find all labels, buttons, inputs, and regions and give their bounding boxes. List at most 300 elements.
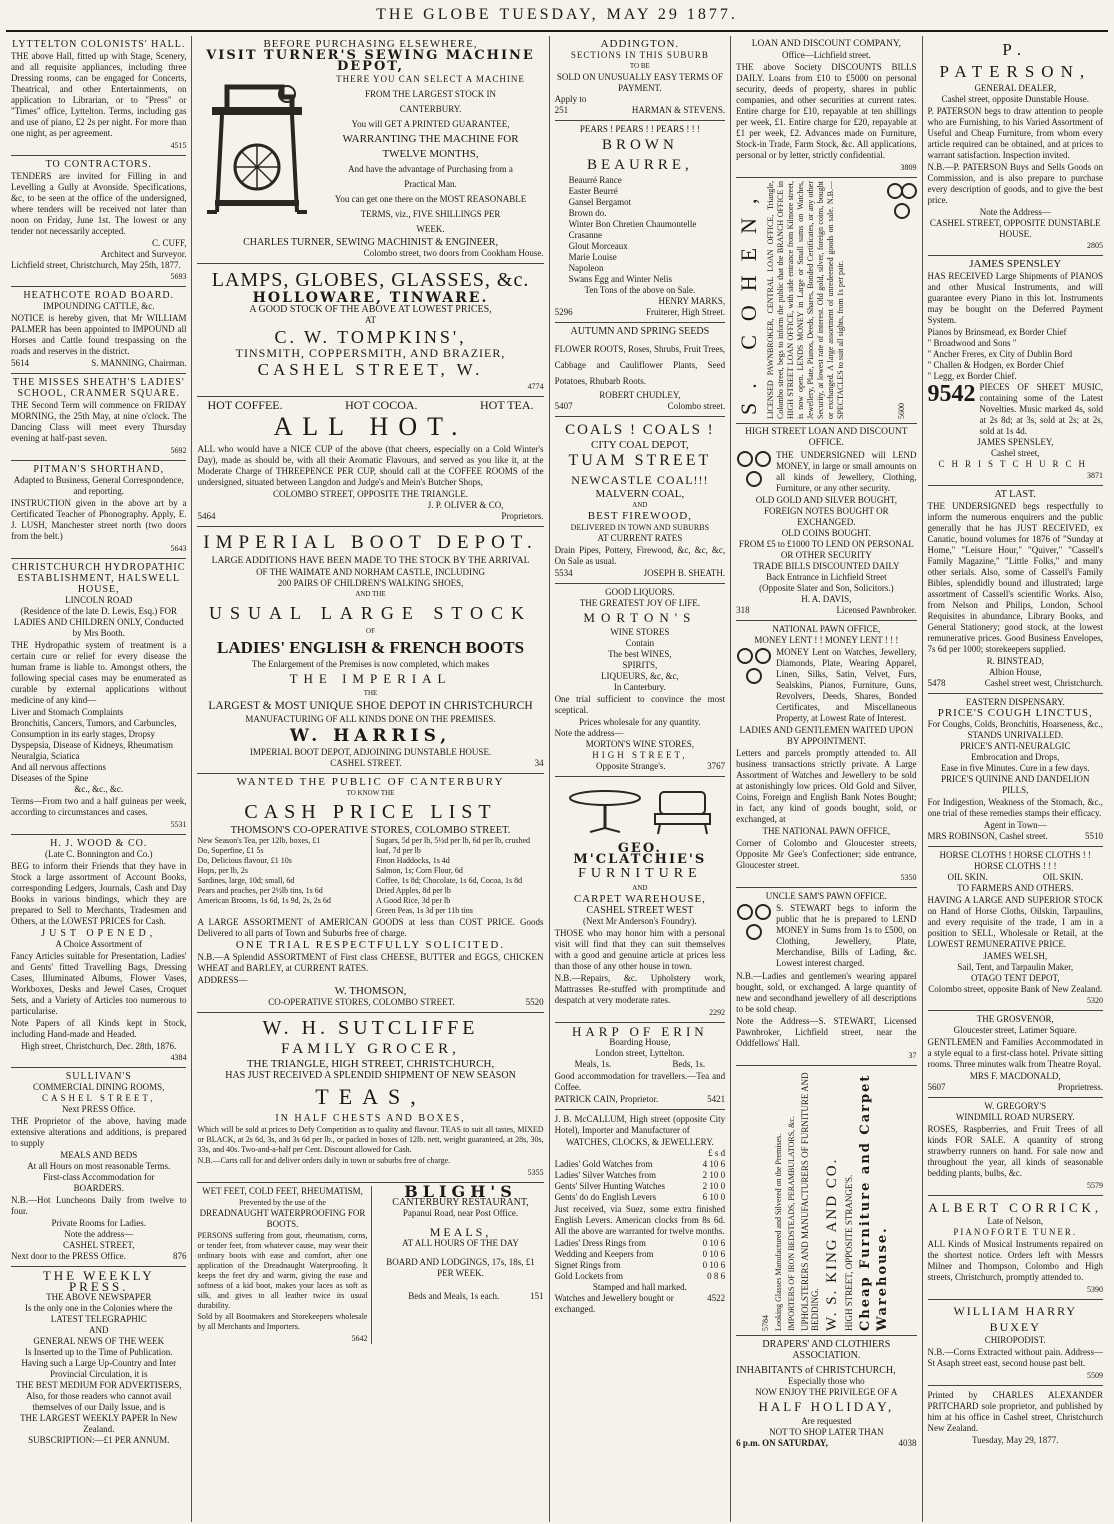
price-item: Finon Haddocks, 1s 4d: [376, 856, 450, 865]
ad-title: THE WEEKLY PRESS.: [42, 1268, 155, 1294]
ad-signature: JAMES WELSH,: [983, 951, 1048, 961]
ad-number: 251: [554, 105, 569, 115]
issue-day: TUESDAY,: [499, 6, 599, 23]
ad-line: Are requested: [801, 1416, 852, 1426]
ad-number: 4774: [527, 382, 544, 391]
ad-line: OF: [366, 627, 375, 635]
price-item: Hops, per lb, 2s: [197, 866, 248, 875]
ad-title: S. COHEN,: [736, 184, 762, 416]
ad-spensley: [928, 256, 1103, 486]
price-label: Ladies' Gold Watches from: [554, 1159, 653, 1169]
ad-number: 5407: [554, 401, 573, 411]
ad-line: IMPERIAL BOOT DEPOT, ADJOINING DUNSTABLE HOUSE.: [249, 747, 492, 757]
ad-signature: MRS F. MACDONALD,: [969, 1071, 1061, 1081]
ad-pitman: [11, 461, 186, 559]
ad-signature: JOSEPH B. SHEATH.: [643, 568, 726, 578]
ad-line: Next door to the PRESS Office.: [11, 1251, 126, 1261]
imprint-date: Tuesday, May 29, 1877.: [971, 1435, 1059, 1445]
ad-body: THE UNDERSIGNED begs respectfully to inform the numerous enquirers and the public generally that he has JUST RECEIVED, ex Canatic, bound volumes for 1876 of "Sunday at Home," "Leisure Hour," "Quiver," "Cassell's Family Magazine," "Little Folks," and many other serials. Also, some of Cassell's Family Bibles, splendidly bound and illustrated; large assortment of Cassell's scientific Works. Also, from Nelson and Philips, London, School Requisites in abundance, Library Books, and General Stationery; good stock, at the lowest remunerative prices. Good Business Envelopes, 7s 6d per 1000; storekeepers supplied.: [927, 501, 1104, 654]
ad-pears: [555, 121, 726, 323]
ad-number: 5531: [170, 820, 187, 829]
ad-number: 5464: [197, 511, 216, 521]
ad-line: IN HALF CHESTS AND BOXES,: [275, 1113, 466, 1124]
ad-line: TUAM STREET: [568, 452, 712, 469]
price-item: American Brooms, 1s 6d, 1s 9d, 2s, 2s 6d: [197, 896, 331, 905]
ad-line: TEAS,: [315, 1084, 426, 1109]
ad-address: Colombo street, two doors from Cookham House.: [363, 248, 544, 258]
hot-item: HOT COFFEE.: [207, 398, 283, 412]
price-row: [555, 1238, 726, 1249]
hot-bar: [197, 400, 543, 411]
ad-title: CHRISTCHURCH HYDROPATHIC ESTABLISHMENT, HALSWELL HOUSE,: [12, 562, 186, 595]
ad-line: TO BE: [629, 62, 650, 70]
ad-line: HALF HOLIDAY,: [758, 1399, 895, 1414]
ad-note: N.B.—P. PATERSON Buys and Sells Goods on Commission, and is also prepare to purchase every description of goods, and to give the best price.: [927, 162, 1104, 205]
ad-seeds: [555, 323, 726, 417]
ad-role: Sail, Tent, and Tarpaulin Maker,: [957, 962, 1074, 972]
list-item: Marie Louise: [568, 252, 617, 262]
ad-number: 5614: [11, 358, 29, 368]
price-header: £ s d: [708, 1148, 726, 1158]
price-row: [555, 1170, 726, 1181]
ad-row-bottom: [197, 1183, 543, 1344]
ad-line: THE LARGEST WEEKLY PAPER In New Zealand.: [20, 1413, 178, 1434]
ad-signature: J. P. OLIVER & CO,: [427, 500, 504, 510]
ad-line: Looking Glasses Manufactured and Silvered on the Premises.: [774, 1133, 784, 1331]
ad-line: TO KNOW THE: [346, 789, 395, 797]
ad-number: 5642: [351, 1334, 368, 1343]
list-item: Neuralgia, Sciatica: [11, 751, 80, 761]
ad-line: SECTIONS IN THIS SUBURB: [570, 50, 709, 60]
list-item: Brown do.: [568, 208, 607, 218]
ad-addington: [555, 36, 726, 121]
ad-name: W. HARRIS,: [289, 726, 452, 746]
ad-line: Meals, 1s.: [574, 1059, 612, 1069]
ad-drapers: [736, 1336, 916, 1453]
ad-note: (Next Mr Anderson's Foundry).: [583, 916, 697, 926]
price-value: 0 10 6: [702, 1249, 726, 1259]
ad-address: Cashel street, opposite Dunstable House.: [941, 94, 1090, 104]
ad-number: 5510: [1085, 831, 1104, 841]
ad-line: LARGE ADDITIONS HAVE BEEN MADE TO THE STOCK BY THE ARRIVAL: [211, 556, 530, 566]
ad-body: THE Proprietor of the above, having made extensive alterations and additions, is prepared to supply: [11, 1116, 187, 1148]
ad-line: INHABITANTS of CHRISTCHURCH,: [736, 1365, 896, 1376]
ad-line: OIL SKIN.: [1042, 872, 1084, 882]
ad-street: CASHEL STREET,: [41, 1093, 156, 1103]
ad-terms: Terms—From two and a half guineas per week, according to circumstances and cases.: [11, 796, 187, 817]
ad-role: Proprietors.: [501, 511, 544, 521]
ad-subtitle: Adapted to Business, General Correspondence, and reporting.: [13, 475, 184, 496]
ad-address: Albion House,: [989, 667, 1042, 677]
price-value: 0 10 6: [702, 1260, 726, 1270]
ad-line: 6 p.m. ON SATURDAY,: [736, 1438, 828, 1448]
ad-line: DELIVERED IN TOWN AND SUBURBS: [570, 523, 710, 532]
page-columns: [6, 36, 1108, 1522]
ad-title: P. PATERSON,: [939, 40, 1092, 81]
ad-number: 4384: [170, 1053, 187, 1062]
ad-line: NOW ENJOY THE PRIVILEGE OF A: [755, 1387, 898, 1397]
ad-line: IMPORTERS OF IRON BEDSTEADS, PERAMBULATORS, &c.: [787, 1116, 797, 1331]
ad-national-pawn: [736, 621, 916, 888]
ad-line: THERE YOU CAN SELECT A MACHINE: [336, 74, 525, 84]
ad-note: Note Papers of all Kinds kept in Stock, including Hand-made and Headed.: [11, 1018, 187, 1039]
ad-signature: PATRICK CAIN, Proprietor.: [554, 1094, 659, 1104]
ad-note: N.B.—Hot Luncheons Daily from twelve to four.: [11, 1195, 187, 1216]
ad-note: Just received, via Suez, some extra finished English Levers. American clocks from 8s 6d. All the above are warranted for twelve months.: [554, 1204, 726, 1236]
ad-body: GENTLEMEN and Families Accommodated in a style equal to a first-class hotel. Private sitting rooms. Three minutes walk from Theatre Royal.: [927, 1037, 1104, 1069]
price-value: 2 10 0: [702, 1170, 726, 1180]
ad-note: Sold by all Bootmakers and Storekeepers wholesale by all Merchants and Importers.: [197, 1312, 368, 1331]
ad-address: COLOMBO STREET, OPPOSITE THE TRIANGLE.: [273, 489, 469, 499]
ad-subtitle: A Choice Assortment of: [55, 939, 143, 949]
ad-line: LADIES' ENGLISH & FRENCH BOOTS: [217, 638, 525, 657]
ad-body: THE UNDERSIGNED will LEND MONEY, in large or small amounts on all kinds of Jewellery, Clothing, Furniture, or any other security.: [776, 450, 917, 493]
ad-address: HIGH STREET, OPPOSITE STRANGE'S.: [844, 1174, 855, 1331]
ad-number: 3871: [1087, 471, 1104, 480]
list-item: &c., &c., &c.: [74, 784, 124, 794]
ad-all-hot: [197, 397, 543, 527]
ad-address: CASHEL STREET.: [330, 758, 402, 768]
price-label: Signet Rings from: [554, 1260, 621, 1270]
ad-buxey: [928, 1300, 1103, 1386]
ad-title: BROWN BEAURRE,: [586, 137, 693, 173]
price-label: Ladies' Dress Rings from: [554, 1238, 646, 1248]
ad-line: MANUFACTURING OF ALL KINDS DONE ON THE PREMISES.: [245, 714, 496, 724]
ad-line: CARPET WAREHOUSE,: [573, 893, 706, 905]
ad-signature: HARMAN & STEVENS.: [631, 105, 726, 115]
ad-big-number: 9542: [927, 381, 976, 407]
ad-subtitle: FURNITURE: [578, 866, 702, 881]
ad-title: SULLIVAN'S: [65, 1071, 132, 1082]
ad-line: You can get one there on the MOST REASONABLE: [334, 194, 527, 204]
ad-title: THE MISSES SHEATH'S LADIES' SCHOOL, CRANMER SQUARE.: [12, 377, 185, 399]
ad-line: Prevented by the use of the: [239, 1198, 326, 1207]
price-row: [555, 1181, 726, 1192]
ad-number: 5478: [927, 678, 946, 688]
ad-title: H. J. WOOD & CO.: [50, 838, 148, 849]
price-value: 4 10 6: [702, 1159, 726, 1169]
ad-subtitle: Boarding House,: [609, 1037, 671, 1047]
ad-line: SUBSCRIPTION:—£1 PER ANNUM.: [28, 1435, 170, 1445]
ad-list: [928, 327, 1103, 382]
ad-body: PIECES OF SHEET MUSIC, containing some of the Latest Novelties. Music marked 4s, sold at 2s 8d; at 3s, sold at 2s; at 2s, sold at 1s 4d.: [979, 382, 1104, 436]
ad-body: PERSONS suffering from gout, rheumatism, corns, or tender feet, from whatever cause, may wear their ordinary boots with ease and comfort, after one application of the Dreadnaught Waterproofing. It keeps the feet dry and warm, giving the ease and softness of a kid boot, makes your laces as soft as silk, and gives to all leather twice its usual durability.: [197, 1231, 368, 1310]
ad-number: 318: [736, 605, 750, 615]
ad-title: AUTUMN AND SPRING SEEDS: [570, 326, 710, 337]
ad-note: N.B.—Carts call for and deliver orders daily in town or suburbs free of charge.: [197, 1156, 451, 1165]
ad-role: PIANOFORTE TUNER.: [953, 1227, 1078, 1237]
ad-line: OF THE WAIMATE AND NORHAM CASTLE, INCLUDING: [256, 567, 485, 577]
ad-line: Beds and Meals, 1s each.: [408, 1291, 500, 1301]
price-item: A Good Rice, 3d per lb: [376, 896, 451, 905]
ad-number: 3809: [900, 163, 917, 172]
ad-line: AND: [88, 1325, 109, 1335]
ad-number: 37: [908, 1051, 917, 1060]
ad-line: HORSE CLOTHS ! ! !: [974, 861, 1057, 871]
column-4: [731, 36, 922, 1522]
ad-line: TRADE BILLS DISCOUNTED DAILY: [753, 561, 900, 571]
ad-body: HAS RECEIVED Large Shipments of PIANOS and other Musical Instruments, and will guarantee every Piano in this lot. Instruments may be bought on the Deferred Payment System.: [927, 271, 1104, 325]
ad-line: HIGH STREET,: [592, 750, 688, 760]
ad-line: LARGEST & MOST UNIQUE SHOE DEPOT IN CHRISTCHURCH: [208, 700, 533, 712]
ad-line: WANTED THE PUBLIC OF CANTERBURY: [236, 776, 505, 788]
ad-body: NOTICE is hereby given, that Mr WILLIAM PALMER has been appointed to IMPOUND all Horses and Cattle found trespassing on the roads and reserves in the district.: [11, 313, 187, 356]
ad-title: HARP OF ERIN: [572, 1024, 708, 1039]
ad-dreadnaught: [197, 1186, 372, 1344]
price-list-right: [371, 836, 544, 916]
ad-at-last: [928, 486, 1103, 694]
ad-line: SPIRITS,: [622, 660, 658, 670]
ad-line: BOARD AND LODGINGS, 17s, 18s, £1 PER WEEK.: [386, 1257, 535, 1278]
ad-line: PRICE'S QUININE AND DANDELION PILLS,: [941, 774, 1090, 795]
ad-number: 5520: [525, 997, 544, 1007]
ad-line: AT CURRENT RATES: [597, 533, 683, 543]
ad-note: Next PRESS Office.: [61, 1104, 136, 1114]
ad-address: Note the Address—S. STEWART, Licensed Pawnbroker, Lichfield street, near the Oddfellows' Hall.: [736, 1016, 917, 1048]
ad-subtitle: MONEY LENT ! ! MONEY LENT ! ! !: [754, 635, 899, 645]
ad-line: LIQUEURS, &c, &c,: [600, 671, 679, 681]
ad-line: THE IMPERIAL: [289, 671, 452, 686]
ad-number: 5534: [554, 568, 573, 578]
ad-imperial-boot: [197, 527, 543, 774]
ad-title: ALBERT CORRICK,: [928, 1200, 1103, 1215]
ad-line: Beds, 1s.: [672, 1059, 706, 1069]
ad-role: Licensed Pawnbroker.: [836, 605, 917, 615]
ad-line: Stamped and hall marked.: [592, 1282, 687, 1292]
ad-number: 5784: [761, 1315, 771, 1331]
list-item: Pianos by Brinsmead, ex Border Chief: [927, 327, 1067, 337]
price-item: Pears and peaches, per 2½lb tins, 1s 6d: [197, 886, 323, 895]
ad-subtitle: WINDMILL ROAD NURSERY.: [955, 1112, 1075, 1122]
ad-body: THOSE who may honor him with a personal visit will find that they can suit themselves with a good and genuine article at prices less than those of any other house in town.: [554, 928, 726, 971]
furniture-illustration: [560, 784, 720, 839]
ad-number: 876: [172, 1251, 187, 1261]
ad-subtitle: GENERAL DEALER,: [974, 83, 1057, 93]
ad-address: CASHEL STREET,: [62, 1240, 135, 1250]
ad-line: Embrocation and Drops,: [971, 752, 1060, 762]
ad-king-furniture: [736, 1066, 916, 1336]
ad-title: CASH PRICE LIST: [244, 801, 497, 823]
ad-line: Note the Address—: [979, 207, 1051, 217]
ad-body: INSTRUCTION given in the above art by a Certificated Teacher of Phonography. Apply, E. J. LUSH, Manchester street north (two doors from the belt.): [11, 498, 187, 541]
price-list: [197, 836, 543, 916]
ad-address: Colombo street.: [667, 401, 726, 411]
ad-title: IMPERIAL BOOT DEPOT.: [203, 532, 538, 553]
ad-line: Agent in Town—: [983, 820, 1047, 830]
price-item: Green Peas, 1s 3d per 11b tins: [376, 906, 473, 915]
ad-line: TERMS, viz., FIVE SHILLINGS PER: [360, 209, 501, 219]
ad-address: Cashel street west, Christchurch.: [984, 678, 1104, 688]
ad-line: THE BEST MEDIUM FOR ADVERTISERS,: [15, 1380, 182, 1390]
ad-line: OIL SKIN.: [947, 872, 988, 882]
ad-line: MEALS,: [429, 1225, 492, 1239]
ad-line: BEFORE PURCHASING ELSEWHERE,: [263, 38, 478, 50]
ad-line: AT ALL HOURS OF THE DAY: [402, 1238, 519, 1248]
list-item: Crasanne: [568, 230, 603, 240]
sewing-machine-illustration: [197, 72, 317, 222]
ad-line: MALVERN COAL,: [595, 488, 685, 500]
ad-eastern-dispensary: [928, 694, 1103, 847]
column-3: [550, 36, 732, 1522]
ad-heathcote: [11, 287, 186, 374]
ad-title: WATCHES, CLOCKS, & JEWELLERY.: [565, 1137, 714, 1147]
ad-title: W. H. SUTCLIFFE: [262, 1017, 479, 1039]
ad-address: Fruiterer, High Street.: [646, 307, 726, 317]
ad-corrick: [928, 1196, 1103, 1300]
price-label: Wedding and Keepers from: [554, 1249, 654, 1259]
ad-note: (Residence of the late D. Lewis, Esq.) FOR LADIES AND CHILDREN ONLY, Conducted by Mrs Booth.: [13, 606, 184, 638]
ad-subtitle: FAMILY GROCER,: [281, 1041, 460, 1057]
ad-body: A LARGE ASSORTMENT of AMERICAN GOODS at less than COST PRICE. Goods Delivered to all parts of Town and Suburbs free of charge.: [197, 917, 544, 938]
ad-line: Note the address—: [554, 728, 624, 738]
ad-line: AND: [632, 501, 648, 509]
ad-title: ADDINGTON.: [600, 38, 680, 50]
price-item: Dried Apples, 8d per lb: [376, 886, 451, 895]
ad-signature: HENRY MARKS,: [658, 296, 726, 306]
ad-line: AND: [632, 884, 648, 892]
ad-number: 5643: [170, 544, 187, 553]
ad-body: S. STEWART begs to inform the public that he is prepared to LEND MONEY in Sums from 1s to £500, on Clothing, Jewellery, Plate, Merchandise, Bills of Lading, &c. Lowest interest charged.: [776, 903, 917, 968]
ad-paterson: [928, 36, 1103, 256]
ad-line: FROM THE LARGEST STOCK IN: [365, 89, 497, 99]
imprint-text: Printed by CHARLES ALEXANDER PRITCHARD sole proprietor, and published by him at his office in Cashel street, Christchurch New Zealand.: [927, 1390, 1104, 1433]
ad-body: LICENSED PAWNBROKER, CENTRAL LOAN OFFICE, Triangle, Colombo street, begs to inform the public that the BRANCH OFFICE in HIGH STREET LOAN OFFICE, with side entrance from Kilmore street, is now open. LENDS MONEY in Large or Small sums on Watches, Jewellery, Plate, Pianos, Deeds, Shares, Bonded Certificates, or any other Security, at lowest rate of interest. Old gold, silver, foreign coins, bought or exchanged. A large assortment of unredeemed goods on sale. N.B.—SPECTACLES to suit all sights, from 1s per pair.: [766, 181, 846, 419]
ad-role: Proprietress.: [1057, 1082, 1104, 1092]
ad-number: 5296: [554, 307, 573, 317]
ad-line: AT: [365, 315, 377, 325]
ad-line: AND THE: [355, 590, 386, 598]
ad-line: The Enlargement of the Premises is now completed, which makes: [251, 659, 490, 669]
ad-line: (Opposite Slater and Son, Solicitors.): [759, 583, 894, 593]
ad-line: Is the only one in the Colonies where the: [25, 1303, 173, 1313]
ad-signature: W. THOMSON,: [334, 985, 407, 997]
ad-sutcliffe: [197, 1013, 543, 1183]
ad-line: THE: [363, 689, 378, 697]
price-value: 0 8 6: [707, 1271, 726, 1281]
ad-bligh: [372, 1182, 544, 1344]
ad-address: Colombo street, opposite Bank of New Zealand.: [928, 984, 1103, 994]
ad-body: FLOWER ROOTS, Roses, Shrubs, Fruit Trees, Cabbage and Cauliflower Plants, Seed Potatoes, Rhubarb Roots.: [554, 344, 726, 386]
ad-thomson: [197, 774, 543, 1013]
ad-note: N.B.—Repairs, &c. Upholstery work, Mattrasses Re-stuffed with promptitude and despatch at very moderate rates.: [554, 973, 726, 1005]
ad-number: 5607: [927, 1082, 946, 1092]
ad-line: Contain: [625, 638, 655, 648]
ad-high-street-loan: [736, 424, 916, 621]
ad-wood: [11, 835, 186, 1068]
hot-item: HOT TEA.: [480, 398, 534, 412]
ad-gregory-nursery: [928, 1098, 1103, 1196]
ad-cohen: [736, 178, 916, 424]
ad-number: 4038: [898, 1438, 917, 1448]
ad-body: N.B.—Corns Extracted without pain. Address—St Asaph street east, second house past belt.: [927, 1347, 1104, 1368]
ad-address: Papanui Road, near Post Office.: [402, 1208, 519, 1218]
ad-body: Fancy Articles suitable for Presentation, Ladies' and Gents' fitted Travelling Bags, Dressing Cases, Illuminated Albums, Flower Vases, Workboxes, Desks and Jewel Cases, Croquet Sets, and a Variety of Articles too numerous to particularise.: [11, 951, 187, 1016]
ad-line: WINE STORES: [610, 627, 670, 637]
ad-note: N.B.—A Splendid ASSORTMENT of First class CHEESE, BUTTER and EGGS, CHICKEN WHEAT and BARLEY, at CURRENT RATES.: [197, 952, 544, 973]
ad-number: 5421: [707, 1094, 726, 1104]
ad-number: 34: [534, 758, 544, 768]
ad-subtitle: (Late C. Bonnington and Co.): [44, 849, 153, 859]
list-item: Dyspepsia, Disease of Kidneys, Rheumatism: [11, 740, 173, 750]
ad-line: The best WINES,: [608, 649, 672, 659]
ad-list: [555, 175, 726, 285]
ad-line: PRICE'S COUGH LINCTUS,: [937, 707, 1093, 719]
ad-address: Opposite Strange's.: [596, 761, 666, 771]
ad-number: 5350: [900, 873, 917, 882]
ad-subtitle: DREADNAUGHT WATERPROOFING FOR BOOTS.: [199, 1208, 366, 1229]
ad-line: ONE TRIAL RESPECTFULLY SOLICITED.: [235, 939, 506, 951]
ad-signature: R. BINSTEAD,: [986, 656, 1044, 666]
ad-lyttelton-hall: [11, 36, 186, 156]
ad-address: CASHEL STREET, OPPOSITE DUNSTABLE HOUSE.: [929, 218, 1101, 239]
price-item: Do, Delicious flavour, £1 10s: [197, 856, 292, 865]
ad-number: 151: [530, 1291, 544, 1301]
ad-line: TWELVE MONTHS,: [382, 148, 479, 160]
ad-weekly-press: [11, 1267, 186, 1450]
ad-title: AT LAST.: [994, 489, 1036, 500]
ad-body: ALL who would have a NICE CUP of the above (that cheers, especially on a Cold Winter's Day), made as should be, with all their Aromatic Flavours, and served as you like it, at the Moderate Charge of THREEPENCE PER CUP, should call at the COFFEE ROOMS of the undersigned, situated between Langdon and Judge's and Mein's Butcher Shops,: [197, 444, 544, 487]
ad-line: For Coughs, Colds, Bronchitis, Hoarseness, &c.,: [927, 719, 1103, 729]
ad-line: You will GET A PRINTED GUARANTEE,: [351, 119, 510, 129]
ad-body: THE Hydropathic system of treatment is a certain cure or relief for every disease the human frame is liable to. Amongst others, the following special cases may be enumerated as curable by external applications without medicine of any kind—: [11, 640, 187, 705]
ad-line: GENERAL NEWS OF THE WEEK: [33, 1336, 165, 1346]
ad-subtitle: IMPOUNDING CATTLE, &c.: [42, 301, 155, 311]
ad-address: CASHEL STREET WEST: [586, 905, 694, 916]
ad-role: Architect and Surveyor.: [100, 249, 187, 259]
ad-line: Also, for those readers who cannot avail themselves of our Daily Issue, and is: [26, 1391, 172, 1412]
column-1: [6, 36, 192, 1522]
ad-body: MONEY Lent on Watches, Jewellery, Diamonds, Plate, Wearing Apparel, Linen, Silks, Satin, Velvet, Furs, Sealskins, Pianos, Furniture, Guns, Revolvers, Deeds, Shares, Bonded Certificates, and Miscellaneous Property, at Lowest Rate of Interest.: [776, 647, 917, 723]
ad-title: EASTERN DISPENSARY.: [965, 697, 1065, 707]
ad-line: WEEK.: [416, 224, 445, 234]
ad-body: THE above Hall, fitted up with Stage, Scenery, and all requisite appliances, including three Dressing rooms, can be engaged for Concerts, Theatrical, and other Entertainments, on application to Librarian, or to "Press" or "Times" office, Lyttelton. Terms, including gas and use of piano, £2 2s per night. For more than one night, as per agreement.: [11, 51, 187, 138]
list-item: Gansel Bergamot: [568, 197, 632, 207]
ad-line: TO FARMERS AND OTHERS.: [957, 883, 1074, 893]
ad-address: THE TRIANGLE, HIGH STREET, CHRISTCHURCH,: [246, 1058, 495, 1070]
list-item: Glout Morceaux: [568, 241, 628, 251]
ad-name: MORTON'S: [583, 610, 697, 625]
price-item: New Season's Tea, per 12lb, boxes, £1: [197, 836, 321, 845]
ad-signature: H. A. DAVIS,: [801, 594, 852, 604]
price-label: Ladies' Silver Watches from: [554, 1170, 657, 1180]
ad-signature: CHARLES TURNER, SEWING MACHINIST & ENGINEER,: [243, 237, 498, 248]
ad-address: CO-OPERATIVE STORES, COLOMBO STREET.: [268, 997, 455, 1007]
ad-line: STANDS UNRIVALLED.: [967, 730, 1064, 740]
list-item: Winter Bon Chretien Chaumontelle: [568, 219, 697, 229]
list-item: Easter Beurré: [568, 186, 618, 196]
price-label: Gents' Silver Hunting Watches: [554, 1181, 666, 1191]
ad-body: HAVING A LARGE AND SUPERIOR STOCK on Hand of Horse Cloths, Oilskin, Tarpaulins, and every requisite of the trade, I am in a position to SELL, Wholesale or Retail, at the LOWEST REMUNERATIVE PRICE.: [927, 895, 1104, 949]
list-item: Consumption in its early stages, Dropsy: [11, 729, 155, 739]
ad-line: And have the advantage of Purchasing from a: [348, 164, 513, 174]
ad-line: THE NATIONAL PAWN OFFICE,: [762, 826, 891, 836]
ad-signature: C. CUFF,: [151, 238, 187, 248]
price-item: Sardines, large, 10d; small, 6d: [197, 876, 295, 885]
masthead: [6, 0, 1108, 32]
imprint: [928, 1386, 1103, 1446]
price-item: Sugars, 5d per lb, 5½d per lb, 6d per lb, crushed loaf, 7d per lb: [376, 836, 530, 855]
ad-harp-of-erin: [555, 1023, 726, 1110]
column-5: [923, 36, 1108, 1522]
ad-line: 200 PAIRS OF CHILDREN'S WALKING SHOES,: [277, 578, 464, 588]
ad-note: N.B.—Ladies and gentlemen's wearing apparel bought, sold, or exchanged. A large quantity of new and secondhand jewellery of all descriptions to be sold cheap.: [736, 971, 917, 1014]
ad-loan-discount: [736, 36, 916, 178]
ad-title: COALS ! COALS !: [565, 422, 715, 438]
ad-subtitle: Office—Lichfield street.: [781, 50, 871, 60]
ad-body: THE Second Term will commence on FRIDAY MORNING, the 25th May, at nine o'clock. The Dancing Class will meet every Thursday evening at half-past seven.: [11, 400, 187, 443]
list-item: Napoleon: [568, 263, 604, 273]
ad-address: OTAGO TENT DEPOT,: [971, 973, 1060, 983]
